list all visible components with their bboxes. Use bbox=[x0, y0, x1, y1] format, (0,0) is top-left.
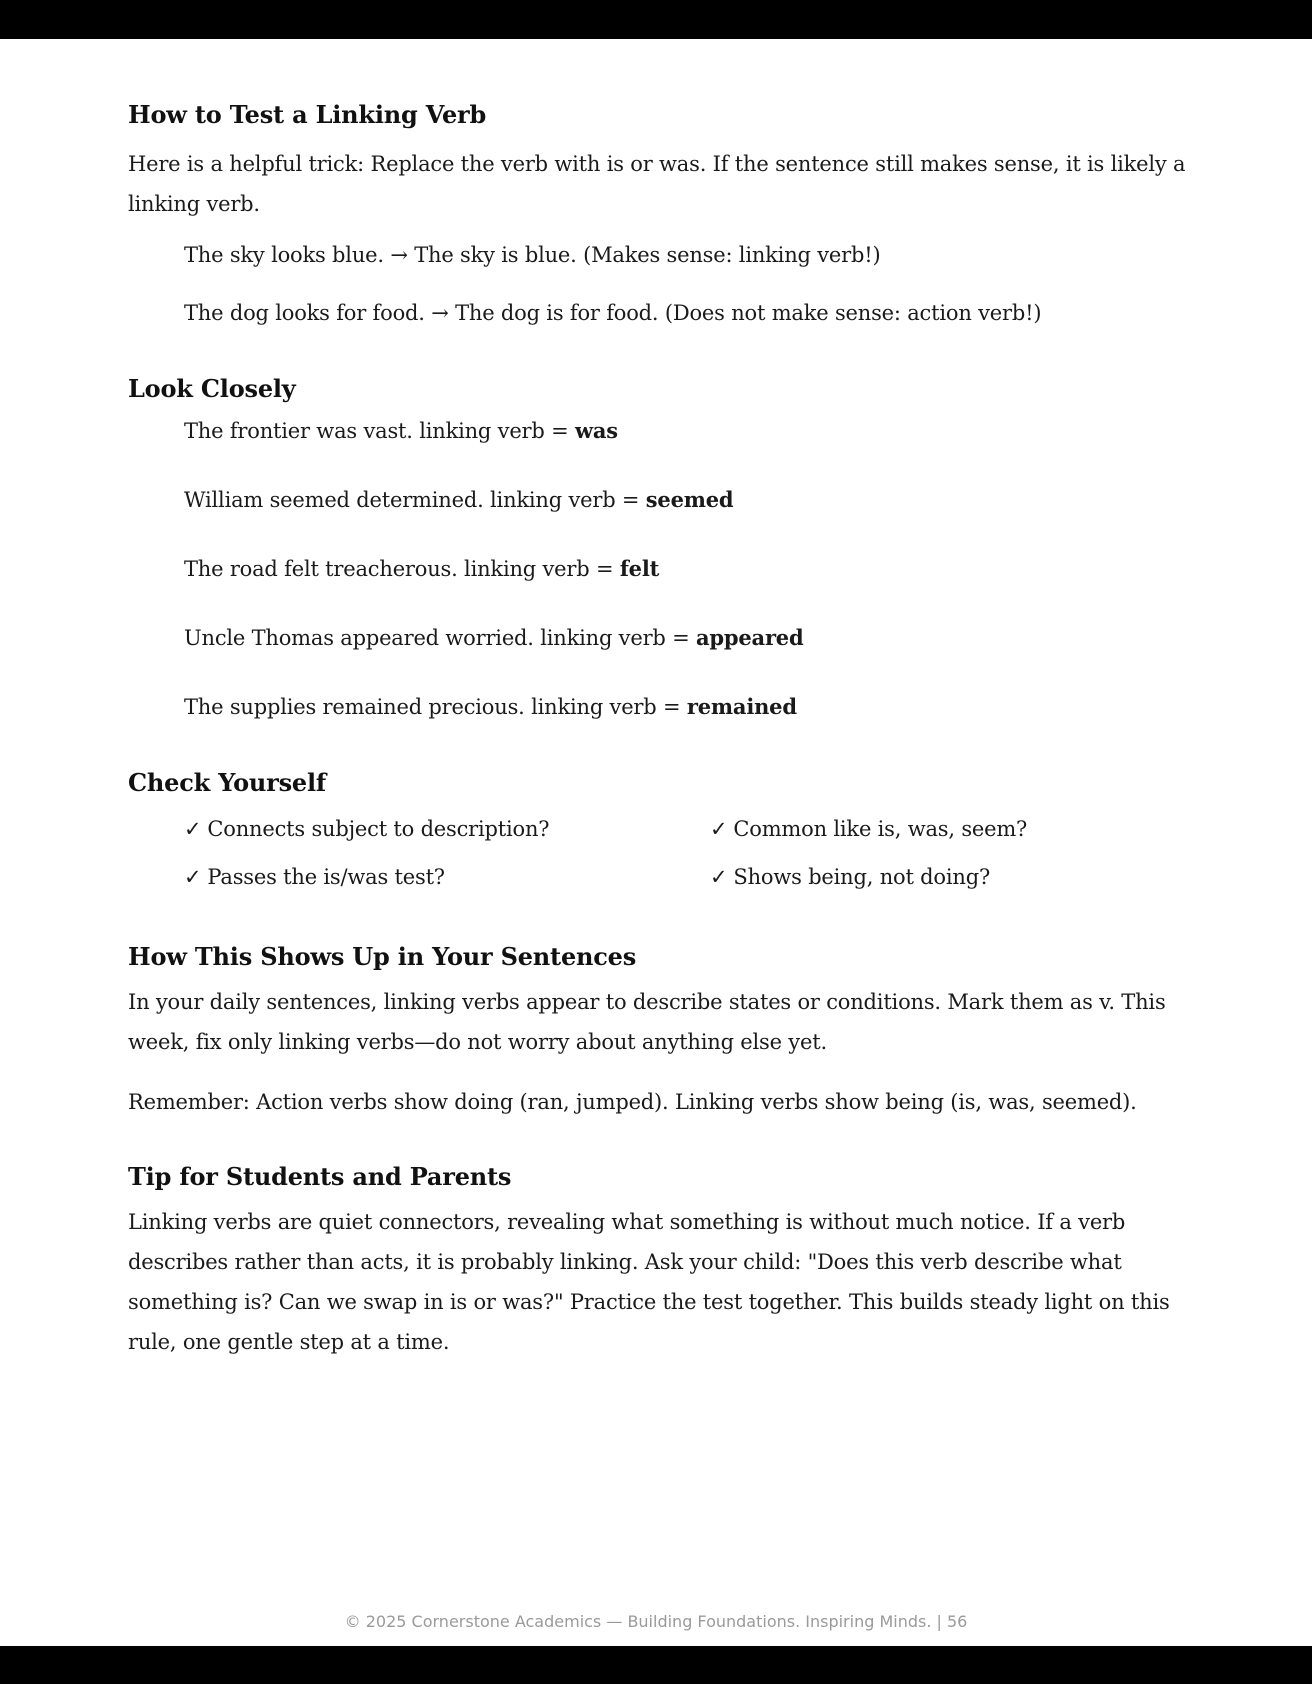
section-heading-test: How to Test a Linking Verb bbox=[128, 100, 487, 129]
page-content bbox=[128, 100, 1188, 1362]
checklist-item bbox=[710, 862, 1190, 892]
tip-section bbox=[128, 1162, 1188, 1362]
check-mark-icon: ✓ bbox=[184, 817, 202, 841]
shows-section bbox=[128, 942, 1188, 1122]
look-verb: appeared bbox=[696, 625, 804, 650]
section-heading-check: Check Yourself bbox=[128, 768, 326, 797]
checklist-text: Shows being, not doing? bbox=[733, 865, 991, 889]
look-verb: remained bbox=[686, 694, 797, 719]
look-verb: seemed bbox=[645, 487, 734, 512]
look-sentence: The supplies remained precious. linking verb = bbox=[184, 695, 687, 719]
look-sentence: Uncle Thomas appeared worried. linking verb = bbox=[184, 626, 696, 650]
checklist bbox=[184, 814, 1188, 892]
checklist-item bbox=[710, 814, 1190, 844]
check-mark-icon: ✓ bbox=[710, 817, 728, 841]
look-item bbox=[184, 554, 1188, 584]
checklist-item bbox=[184, 862, 710, 892]
look-verb: was bbox=[574, 418, 618, 443]
section-heading-tip: Tip for Students and Parents bbox=[128, 1162, 512, 1191]
checklist-text: Common like is, was, seem? bbox=[733, 817, 1028, 841]
check-mark-icon: ✓ bbox=[710, 865, 728, 889]
top-bar bbox=[0, 0, 1312, 39]
look-sentence: The frontier was vast. linking verb = bbox=[184, 419, 575, 443]
checklist-text: Connects subject to description? bbox=[207, 817, 550, 841]
look-sentence: William seemed determined. linking verb = bbox=[184, 488, 646, 512]
shows-reminder: Remember: Action verbs show doing (ran, jumped). Linking verbs show being (is, was, seemed). bbox=[128, 1090, 1137, 1114]
look-item bbox=[184, 692, 1188, 722]
look-item bbox=[184, 416, 1188, 446]
look-item bbox=[184, 623, 1188, 653]
look-section bbox=[128, 374, 1188, 722]
look-item bbox=[184, 485, 1188, 515]
example-line: The dog looks for food. → The dog is for food. (Does not make sense: action verb!) bbox=[184, 301, 1042, 325]
checklist-item bbox=[184, 814, 710, 844]
checklist-text: Passes the is/was test? bbox=[207, 865, 445, 889]
check-mark-icon: ✓ bbox=[184, 865, 202, 889]
test-section bbox=[128, 100, 1188, 328]
bottom-bar bbox=[0, 1646, 1312, 1684]
check-section bbox=[128, 768, 1188, 892]
test-intro: Here is a helpful trick: Replace the verb with is or was. If the sentence still makes sense, it is likely a linking verb. bbox=[128, 152, 1186, 216]
tip-paragraph: Linking verbs are quiet connectors, revealing what something is without much notice. If a verb describes rather than acts, it is probably linking. Ask your child: "Does this verb describe what something is? Can we swap in is or was?" Practice the test together. This builds steady light on this rule, one gentle step at a time. bbox=[128, 1210, 1170, 1354]
page-footer: © 2025 Cornerstone Academics — Building Foundations. Inspiring Minds. | 56 bbox=[344, 1612, 968, 1631]
section-heading-shows: How This Shows Up in Your Sentences bbox=[128, 942, 637, 971]
shows-paragraph: In your daily sentences, linking verbs appear to describe states or conditions. Mark them as v. This week, fix only linking verbs—do not worry about anything else yet. bbox=[128, 990, 1166, 1054]
section-heading-look: Look Closely bbox=[128, 374, 296, 403]
look-verb: felt bbox=[619, 556, 660, 581]
example-line: The sky looks blue. → The sky is blue. (Makes sense: linking verb!) bbox=[184, 243, 881, 267]
look-sentence: The road felt treacherous. linking verb = bbox=[184, 557, 620, 581]
